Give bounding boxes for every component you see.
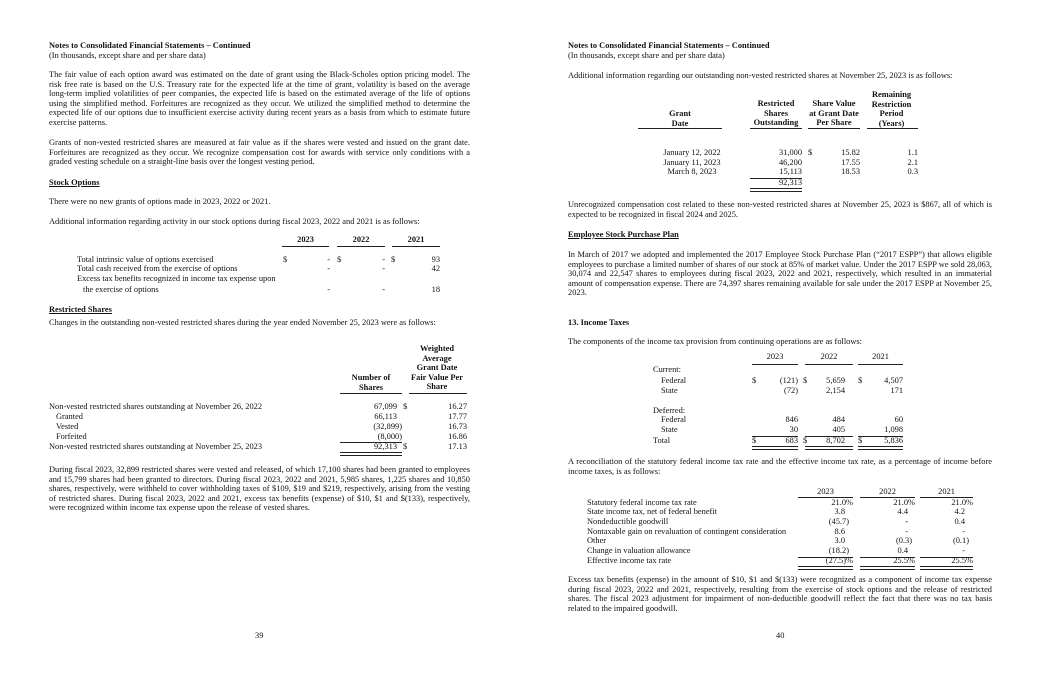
row-label: Granted [56,412,83,421]
cell-value: - [327,255,330,264]
cell-value: 46,200 [778,158,802,167]
cell-value: 17.13 [448,442,467,451]
cell-value: 2.1 [907,158,918,167]
stock-options-heading: Stock Options [49,178,100,187]
vested-shares-paragraph: During fiscal 2023, 32,899 restricted shares were vested and released, of which 17,100 shares had been granted to employees and 15,799 shares had been granted to directors. During fiscal 2023, 2022 and 2021, 5,985 shares, 1,225 shares and 10,850 shares, respectively, were withheld to cover withholding taxes of $109, $19 and $219, respectively, arising from the vesting of restricted shares. During fiscal 2023, 2022 and 2021, excess tax benefits (expense) of $10, $1 and $(133), respectively, were recognized within income tax expense upon the release of vested shares. [49,465,470,513]
dollar-sign: $ [803,376,808,385]
column-header-2021: 2021 [872,352,889,361]
total-double-rule [798,566,853,570]
column-header-restricted-shares: Restricted Shares Outstanding [753,99,799,128]
cell-value: 42 [431,264,440,273]
cell-value: (121) [779,376,798,385]
cell-value: 31,000 [778,148,802,157]
cell-value: 5,836 [884,436,903,445]
cell-value: - [905,517,908,526]
page-subheading: (In thousands, except share and per share data) [49,51,206,60]
column-header-2022: 2022 [879,487,896,496]
cell-value: (18.2) [828,546,849,555]
cell-value: - [382,255,385,264]
cell-value: 16.73 [448,422,467,431]
header-rule [808,128,860,129]
cell-value: (72) [784,386,798,395]
column-header-2023: 2023 [817,487,834,496]
column-header-fair-value: Weighted Average Grant Date Fair Value Per Share [411,344,463,392]
row-label: State [661,386,678,395]
cell-value: 405 [832,425,845,434]
row-label: Effective income tax rate [587,556,672,565]
dollar-sign: $ [808,148,813,157]
dollar-sign: $ [752,436,757,445]
cell-value: 21.0% [951,498,973,507]
row-label: the exercise of options [83,285,159,294]
cell-value: 3.8 [834,507,845,516]
cell-value: - [327,264,330,273]
header-rule [750,128,802,129]
cell-value: - [962,546,965,555]
row-label: Vested [56,422,79,431]
fair-value-paragraph: The fair value of each option award was estimated on the date of grant using the Black-Scholes option pricing model. The risk free rate is based on the U.S. Treasury rate for the expected life at the time of grant, volatility is based on the average long-term implied volatilities of peer companies, the expected life is based on the estimated average of the life of options using the simplified method. Forfeitures are recognized as they occur. We utilized the simplified method to determine the expected life of our options due to insufficient exercise activity during recent years as a basis from which to estimate future exercise patterns. [49,70,470,127]
cell-value: 16.27 [448,402,467,411]
cell-value: 0.3 [907,167,918,176]
dollar-sign: $ [283,255,288,264]
espp-heading: Employee Stock Purchase Plan [568,230,679,239]
row-label: Nondeductible goodwill [587,517,669,526]
column-header-2023: 2023 [297,235,314,244]
row-label: January 11, 2023 [663,158,721,167]
row-label: Deferred: [653,406,686,415]
cell-value: 16.86 [448,432,467,441]
cell-value: 1,098 [884,425,903,434]
cell-value: - [962,527,965,536]
reconciliation-intro: A reconciliation of the statutory federal income tax rate and the effective income tax rate, as a percentage of income before income taxes, is as follows: [568,457,992,476]
row-label: State income tax, net of federal benefit [587,507,717,516]
total-double-rule [858,446,903,450]
cell-value: 0.4 [897,546,908,555]
cell-value: (0.1) [952,536,969,545]
cell-value: (0.3) [895,536,912,545]
stock-options-intro: Additional information regarding activity in our stock options during fiscal 2023, 2022 and 2021 is as follows: [49,217,420,226]
cell-value: 25.5% [951,556,973,565]
column-header-2023: 2023 [766,352,784,361]
unrecognized-cost-paragraph: Unrecognized compensation cost related to these non-vested restricted shares at November 25, 2023 is $867, all of which is expected to be recognized in fiscal 2024 and 2025. [568,200,992,219]
cell-value: - [382,285,385,294]
row-label: Excess tax benefits recognized in income tax expense upon [77,274,276,283]
row-label: Forfeited [56,432,87,441]
page-heading: Notes to Consolidated Financial Statements – Continued [568,41,770,50]
cell-value: 683 [785,436,798,445]
cell-value: 60 [894,415,903,424]
row-label: Non-vested restricted shares outstanding at November 25, 2023 [49,442,263,451]
header-rule [858,364,903,365]
cell-value: 21.0% [893,498,915,507]
cell-value: - [382,264,385,273]
dollar-sign: $ [403,442,408,451]
row-label: Other [587,536,607,545]
row-label: March 8, 2023 [667,167,717,176]
cell-value: 3.0 [834,536,845,545]
cell-value: 484 [832,415,845,424]
page-number: 40 [776,631,785,640]
column-header-2022: 2022 [820,352,838,361]
total-double-rule [860,566,915,570]
cell-value: 8.6 [834,527,845,536]
cell-value: 67,099 [373,402,397,411]
row-label: Non-vested restricted shares outstanding at November 26, 2022 [49,402,263,411]
header-rule [340,393,402,394]
column-header-remaining-period: Remaining Restriction Period (Years) [871,90,912,128]
header-rule [392,246,440,247]
page-heading: Notes to Consolidated Financial Statements – Continued [49,41,251,50]
column-header-2022: 2022 [352,235,370,244]
dollar-sign: $ [858,376,863,385]
dollar-sign: $ [803,436,808,445]
row-label: Federal [661,415,687,424]
row-label: Total intrinsic value of options exercised [77,255,214,264]
header-rule [337,246,385,247]
page-number: 39 [255,631,264,640]
cell-value: (32,899) [373,422,402,431]
grants-paragraph: Grants of non-vested restricted shares are measured at fair value as if the shares were vested and issued on the grant date. Forfeitures are recognized as they occur. We recognize compensation cost for awards with service only conditions with a graded vesting schedule on a straight-line basis over the longest vesting period. [49,138,470,167]
total-double-rule [920,566,973,570]
tax-components-intro: The components of the income tax provision from continuing operations are as follows: [568,337,862,346]
dollar-sign: $ [403,402,408,411]
cell-value: 846 [785,415,798,424]
cell-value: 8,702 [826,436,845,445]
restricted-shares-intro: Changes in the outstanding non-vested restricted shares during the year ended November 25, 2023 were as follows: [49,318,436,327]
cell-value: - [905,527,908,536]
cell-value: 17.77 [448,412,467,421]
cell-value: 5,659 [826,376,845,385]
cell-value: 66,113 [374,412,397,421]
column-header-grant-date: Grant Date [669,109,691,128]
page-subheading: (In thousands, except share and per share data) [568,51,725,60]
cell-value: (8,000) [377,432,402,441]
column-header-2021: 2021 [938,487,955,496]
row-label: Statutory federal income tax rate [587,498,697,507]
cell-value: 2,154 [826,386,845,395]
cell-value: 25.5% [893,556,915,565]
cell-value: 93 [431,255,440,264]
excess-tax-paragraph: Excess tax benefits (expense) in the amount of $10, $1 and $(133) were recognized as a component of income tax expense during fiscal 2023, 2022 and 2021, respectively, resulting from the exercise of stock options and the release of restricted shares. The fiscal 2023 adjustment for impairment of non-deductible goodwill reflect the fact that there was no tax basis related to the impaired goodwill. [568,575,992,613]
row-label: Current: [653,365,681,374]
total-double-rule [750,188,802,192]
cell-value: 18.53 [841,167,860,176]
row-label: January 12, 2022 [663,148,721,157]
cell-value: 15.82 [841,148,860,157]
cell-value: (45.7) [828,517,849,526]
dollar-sign: $ [391,255,396,264]
header-rule [867,128,918,129]
cell-value: 4,507 [884,376,903,385]
row-label: Nontaxable gain on revaluation of contingent consideration [587,527,787,536]
cell-value: 15,113 [779,167,802,176]
cell-value: 21.0% [831,498,853,507]
income-taxes-heading: 13. Income Taxes [568,318,630,327]
no-new-grants-text: There were no new grants of options made in 2023, 2022 or 2021. [49,197,271,206]
dollar-sign: $ [752,376,757,385]
row-label: Total cash received from the exercise of options [77,264,238,273]
cell-value: 30 [789,425,798,434]
cell-value: 92,313 [778,178,802,187]
row-label: Federal [661,376,687,385]
restricted-shares-heading: Restricted Shares [49,305,112,314]
header-rule [752,364,798,365]
cell-value: 92,313 [373,442,397,451]
grant-table-intro: Additional information regarding our outstanding non-vested restricted shares at November 25, 2023 is as follows: [568,71,953,80]
cell-value: 1.1 [907,148,918,157]
cell-value: 0.4 [954,517,965,526]
column-header-number-of-shares: Number of Shares [351,373,391,392]
cell-value: - [327,285,330,294]
total-double-rule [805,446,853,450]
total-double-rule [752,446,798,450]
column-header-2021: 2021 [407,235,425,244]
header-rule [805,364,853,365]
cell-value: 4.2 [954,507,965,516]
cell-value: 17.55 [841,158,860,167]
row-label: Change in valuation allowance [587,546,691,555]
header-rule [409,393,467,394]
cell-value: 171 [890,386,903,395]
page-40 [520,0,1040,673]
row-label: Total [653,436,671,445]
cell-value: 18 [431,285,440,294]
total-double-rule [340,452,402,456]
dollar-sign: $ [337,255,342,264]
cell-value: (27.5)% [825,556,853,565]
espp-paragraph: In March of 2017 we adopted and implemented the 2017 Employee Stock Purchase Plan (“2017 ESPP”) that allows eligible employees to purchase a limited number of shares of our stock at 85% of market value. Under the 2017 ESPP we sold 28,063, 30,074 and 22,547 shares to employees during fiscal 2023, 2022 and 2021, respectively, which resulted in an immaterial amount of compensation expense. There are 74,397 shares remaining available for sale under the 2017 ESPP at November 25, 2023. [568,250,992,298]
dollar-sign: $ [858,436,863,445]
cell-value: 4.4 [897,507,908,516]
header-rule [638,128,722,129]
row-label: State [661,425,678,434]
column-header-share-value: Share Value at Grant Date Per Share [809,99,859,128]
header-rule [282,246,329,247]
